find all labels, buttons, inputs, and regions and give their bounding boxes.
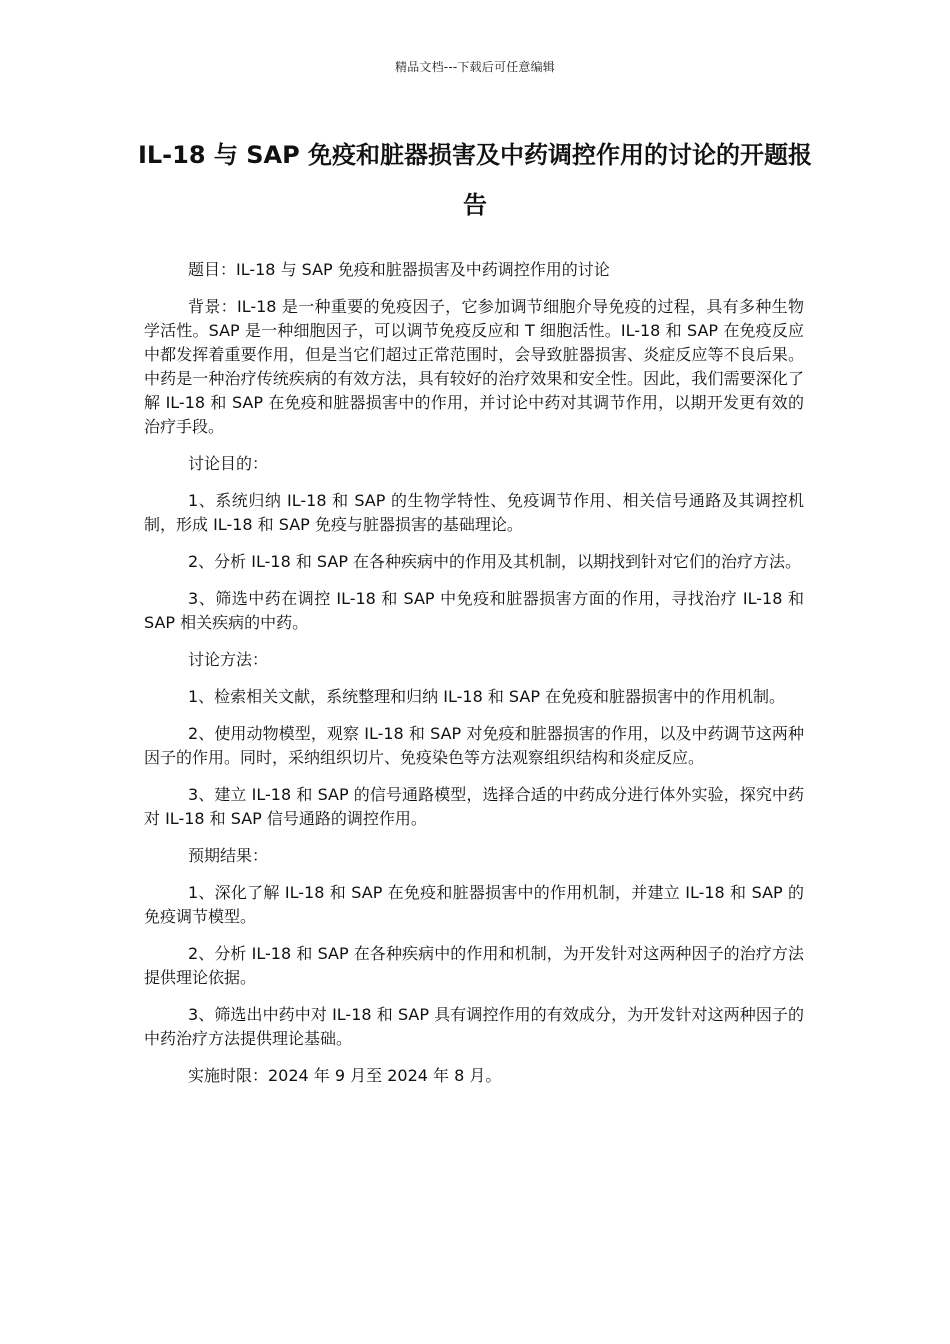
- list-item-result-3: 3、筛选出中药中对 IL-18 和 SAP 具有调控作用的有效成分，为开发针对这两种因子的中药治疗方法提供理论基础。: [144, 1005, 804, 1048]
- list-item-method-1: 1、检索相关文献，系统整理和归纳 IL-18 和 SAP 在免疫和脏器损害中的作用机制。: [188, 687, 786, 706]
- list-item-result-1: 1、深化了解 IL-18 和 SAP 在免疫和脏器损害中的作用机制，并建立 IL-18 和 SAP 的免疫调节模型。: [144, 883, 804, 926]
- section-heading-purpose: 讨论目的：: [188, 454, 269, 473]
- list-item-purpose-1: 1、系统归纳 IL-18 和 SAP 的生物学特性、免疫调节作用、相关信号通路及其调控机制，形成 IL-18 和 SAP 免疫与脏器损害的基础理论。: [144, 491, 804, 534]
- header-note: 精品文档---下载后可任意编辑: [395, 60, 555, 74]
- list-item-purpose-3: 3、筛选中药在调控 IL-18 和 SAP 中免疫和脏器损害方面的作用，寻找治疗 IL-18 和 SAP 相关疾病的中药。: [144, 589, 804, 632]
- paragraph-timeline: 实施时限：2024 年 9 月至 2024 年 8 月。: [188, 1066, 502, 1085]
- paragraph-topic: 题目：IL-18 与 SAP 免疫和脏器损害及中药调控作用的讨论: [188, 260, 610, 279]
- section-heading-expected-results: 预期结果：: [188, 846, 269, 865]
- list-item-result-2: 2、分析 IL-18 和 SAP 在各种疾病中的作用和机制，为开发针对这两种因子的治疗方法提供理论依据。: [144, 944, 804, 987]
- document-title: IL-18 与 SAP 免疫和脏器损害及中药调控作用的讨论的开题报告: [137, 141, 813, 219]
- document-body: [144, 258, 804, 1101]
- list-item-method-3: 3、建立 IL-18 和 SAP 的信号通路模型，选择合适的中药成分进行体外实验，探究中药对 IL-18 和 SAP 信号通路的调控作用。: [144, 785, 804, 828]
- list-item-method-2: 2、使用动物模型，观察 IL-18 和 SAP 对免疫和脏器损害的作用，以及中药调节这两种因子的作用。同时，采纳组织切片、免疫染色等方法观察组织结构和炎症反应。: [144, 724, 804, 767]
- paragraph-background: 背景：IL-18 是一种重要的免疫因子，它参加调节细胞介导免疫的过程，具有多种生物学活性。SAP 是一种细胞因子，可以调节免疫反应和 T 细胞活性。IL-18 和 SAP 在免疫反应中都发挥着重要作用，但是当它们超过正常范围时，会导致脏器损害、炎症反应等不良后果。中药是一种治疗传统疾病的有效方法，具有较好的治疗效果和安全性。因此，我们需要深化了解 IL-18 和 SAP 在免疫和脏器损害中的作用，并讨论中药对其调节作用，以期开发更有效的治疗手段。: [144, 297, 804, 436]
- list-item-purpose-2: 2、分析 IL-18 和 SAP 在各种疾病中的作用及其机制，以期找到针对它们的治疗方法。: [188, 552, 802, 571]
- section-heading-methods: 讨论方法：: [188, 650, 269, 669]
